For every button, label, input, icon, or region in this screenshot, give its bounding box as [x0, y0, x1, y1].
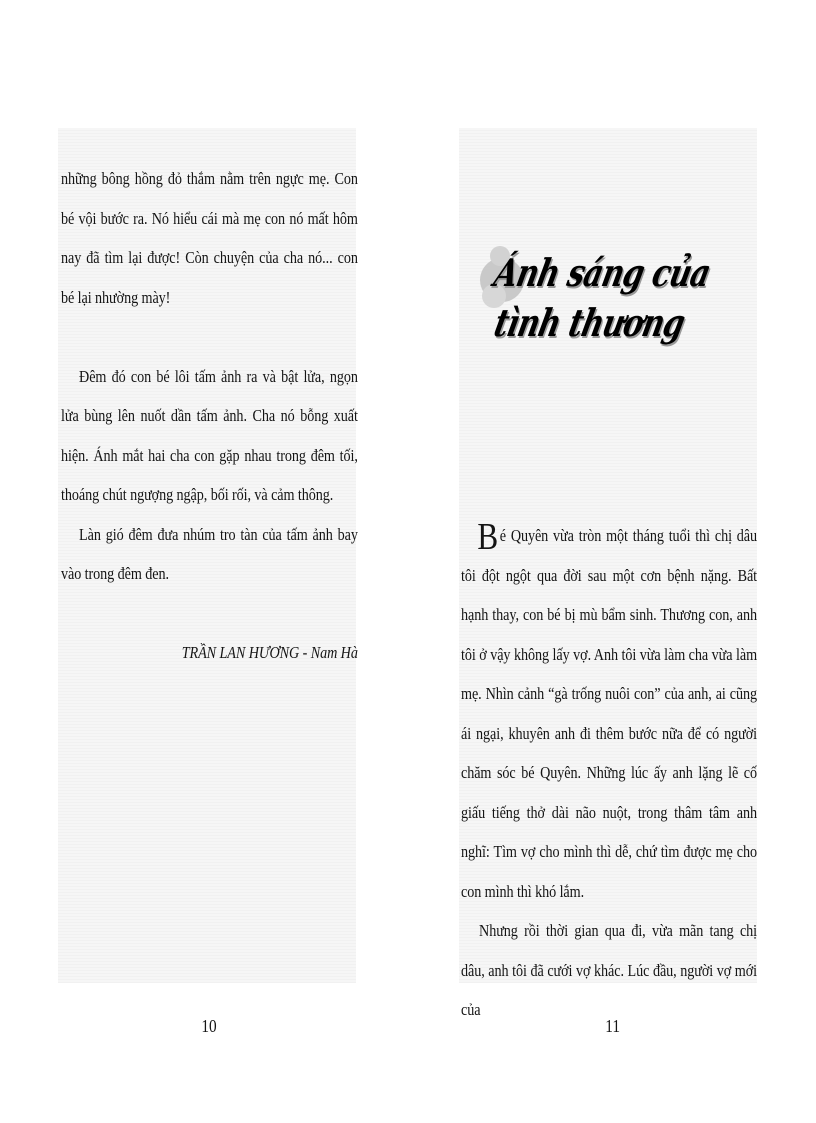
left-page-text	[61, 159, 358, 673]
author-signature: TRẦN LAN HƯƠNG - Nam Hà	[181, 643, 358, 662]
drop-cap: B	[477, 516, 499, 558]
page-number-left: 10	[201, 1016, 217, 1036]
chapter-title-line-2: tình thương	[490, 300, 689, 345]
right-page-text	[461, 516, 757, 1030]
paragraph: Làn gió đêm đưa nhúm tro tàn của tấm ảnh bay vào trong đêm đen.	[61, 524, 358, 583]
paragraph: Nhưng rồi thời gian qua đi, vừa mãn tang chị dâu, anh tôi đã cưới vợ khác. Lúc đầu, người vợ mới của	[461, 921, 758, 1019]
page-number-right: 11	[605, 1016, 621, 1036]
paragraph: Đêm đó con bé lôi tấm ảnh ra và bật lửa, ngọn lửa bùng lên nuốt dần tấm ảnh. Cha nó bỗng xuất hiện. Ánh mắt hai cha con gặp nhau trong đêm tối, thoáng chút ngượng ngập, bối rối, và cảm thông.	[61, 366, 358, 504]
paragraph-gap	[61, 317, 358, 357]
paragraph-body: é Quyên vừa tròn một tháng tuổi thì chị dâu tôi đột ngột qua đời sau một cơn bệnh nặng. Bất hạnh thay, con bé bị mù bẩm sinh. Thương con, anh tôi ở vậy không lấy vợ. Anh tôi vừa làm cha vừa làm mẹ. Nhìn cảnh “gà trống nuôi con” của anh, ai cũng ái ngại, khuyên anh đi thêm bước nữa để có người chăm sóc bé Quyên. Những lúc ấy anh lặng lẽ cố giấu tiếng thở dài não nuột, trong thâm tâm anh nghĩ: Tìm vợ cho mình thì dễ, chứ tìm được mẹ cho con mình thì khó lắm.	[461, 526, 758, 901]
paragraph: những bông hồng đỏ thắm nằm trên ngực mẹ. Con bé vội bước ra. Nó hiểu cái mà mẹ con nó mất hôm nay đã tìm lại được! Còn chuyện của cha nó... con bé lại nhường mày!	[61, 169, 358, 307]
chapter-title	[478, 250, 758, 370]
chapter-title-line-1: Ánh sáng của	[490, 250, 715, 295]
paragraph	[461, 516, 757, 911]
